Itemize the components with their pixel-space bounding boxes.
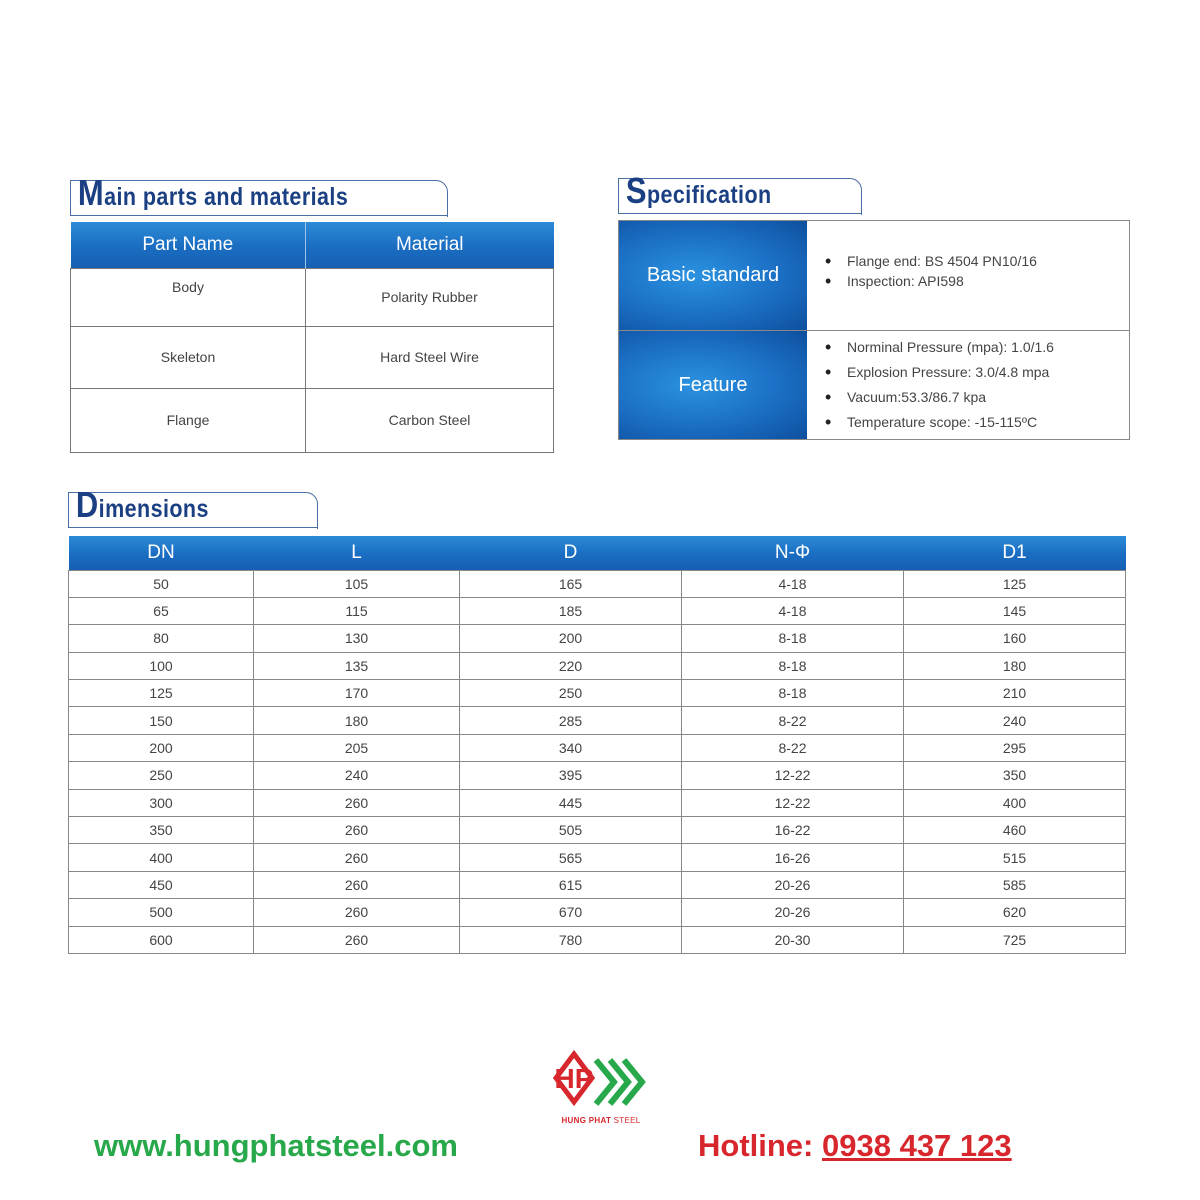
l-cell: 180: [254, 707, 460, 734]
d1-cell: 240: [904, 707, 1126, 734]
hotline-label: Hotline:: [698, 1128, 822, 1163]
l-cell: 260: [254, 817, 460, 844]
dn-cell: 600: [69, 926, 254, 953]
l-cell: 260: [254, 789, 460, 816]
logo-letters: HP: [554, 1063, 594, 1094]
n-phi-cell: 8-18: [682, 652, 904, 679]
dn-cell: 350: [69, 817, 254, 844]
part-name-cell: Body: [71, 268, 306, 326]
hotline: [698, 1128, 1012, 1164]
dn-cell: 50: [69, 570, 254, 597]
d1-cell: 295: [904, 734, 1126, 761]
material-cell: Carbon Steel: [306, 388, 554, 452]
n-phi-cell: 8-18: [682, 625, 904, 652]
dims-header-row: [69, 536, 1126, 570]
spec-section-title: [618, 170, 848, 214]
dn-cell: 200: [69, 734, 254, 761]
d-cell: 340: [460, 734, 682, 761]
parts-header-row: [71, 222, 554, 268]
l-cell: 205: [254, 734, 460, 761]
table-row: [69, 789, 1126, 816]
table-row: [69, 680, 1126, 707]
table-row: [69, 871, 1126, 898]
dn-cell: 250: [69, 762, 254, 789]
d-cell: 565: [460, 844, 682, 871]
list-item: • Flange end: BS 4504 PN10/16: [825, 251, 1129, 271]
list-item: • Vacuum:53.3/86.7 kpa: [825, 385, 1129, 410]
l-cell: 260: [254, 844, 460, 871]
table-row: [69, 899, 1126, 926]
n-phi-cell: 12-22: [682, 762, 904, 789]
l-cell: 260: [254, 926, 460, 953]
d-cell: 670: [460, 899, 682, 926]
spec-basic-list: [807, 221, 1129, 330]
dims-header-d: D: [563, 541, 578, 563]
d-cell: 285: [460, 707, 682, 734]
n-phi-cell: 8-18: [682, 680, 904, 707]
spec-label-feature: Feature: [619, 331, 807, 439]
dimensions-table: [68, 536, 1126, 954]
list-item: • Explosion Pressure: 3.0/4.8 mpa: [825, 360, 1129, 385]
parts-title-text: Main parts and materials: [77, 172, 349, 213]
d-cell: 780: [460, 926, 682, 953]
material-cell: Hard Steel Wire: [306, 326, 554, 388]
brand-main: HUNG PHAT: [561, 1116, 612, 1125]
dn-cell: 450: [69, 871, 254, 898]
material-cell: Polarity Rubber: [306, 268, 554, 326]
l-cell: 115: [254, 597, 460, 624]
parts-section-title: [70, 172, 434, 216]
parts-header-part-name: Part Name: [71, 222, 306, 268]
n-phi-cell: 20-26: [682, 871, 904, 898]
d-cell: 220: [460, 652, 682, 679]
spec-row-basic: [619, 221, 1129, 331]
spec-table: [618, 220, 1130, 440]
d1-cell: 515: [904, 844, 1126, 871]
table-row: [69, 817, 1126, 844]
list-item: • Norminal Pressure (mpa): 1.0/1.6: [825, 335, 1129, 360]
dims-title-text: Dimensions: [75, 484, 209, 525]
d1-cell: 460: [904, 817, 1126, 844]
d1-cell: 400: [904, 789, 1126, 816]
d1-cell: 210: [904, 680, 1126, 707]
d-cell: 395: [460, 762, 682, 789]
table-row: [69, 597, 1126, 624]
dims-header-d1: D1: [1002, 541, 1027, 563]
brand-sub: STEEL: [613, 1116, 641, 1125]
parts-header-material: Material: [395, 233, 464, 255]
spec-row-feature: [619, 331, 1129, 439]
d1-cell: 180: [904, 652, 1126, 679]
n-phi-cell: 4-18: [682, 570, 904, 597]
n-phi-cell: 20-26: [682, 899, 904, 926]
table-row: [71, 268, 554, 326]
dims-body: [69, 570, 1126, 953]
d-cell: 250: [460, 680, 682, 707]
n-phi-cell: 16-22: [682, 817, 904, 844]
d-cell: 505: [460, 817, 682, 844]
d1-cell: 585: [904, 871, 1126, 898]
d1-cell: 125: [904, 570, 1126, 597]
dn-cell: 500: [69, 899, 254, 926]
table-row: [71, 388, 554, 452]
hotline-number[interactable]: 0938 437 123: [822, 1128, 1012, 1163]
dims-header-dn: DN: [147, 541, 175, 563]
table-row: [69, 734, 1126, 761]
d1-cell: 145: [904, 597, 1126, 624]
d-cell: 200: [460, 625, 682, 652]
d-cell: 445: [460, 789, 682, 816]
part-name-cell: Flange: [71, 388, 306, 452]
d1-cell: 620: [904, 899, 1126, 926]
dn-cell: 400: [69, 844, 254, 871]
parts-table: [70, 222, 554, 453]
dn-cell: 300: [69, 789, 254, 816]
l-cell: 240: [254, 762, 460, 789]
n-phi-cell: 16-26: [682, 844, 904, 871]
part-name-cell: Skeleton: [71, 326, 306, 388]
dn-cell: 150: [69, 707, 254, 734]
d-cell: 185: [460, 597, 682, 624]
table-row: [69, 844, 1126, 871]
brand-name: [556, 1116, 646, 1125]
list-item: • Temperature scope: -15-115ºC: [825, 410, 1129, 435]
spec-label-basic: Basic standard: [619, 221, 807, 330]
d1-cell: 160: [904, 625, 1126, 652]
n-phi-cell: 4-18: [682, 597, 904, 624]
list-item: • Inspection: API598: [825, 271, 1129, 291]
l-cell: 135: [254, 652, 460, 679]
l-cell: 130: [254, 625, 460, 652]
dn-cell: 80: [69, 625, 254, 652]
l-cell: 260: [254, 871, 460, 898]
table-row: [71, 326, 554, 388]
d-cell: 615: [460, 871, 682, 898]
dn-cell: 65: [69, 597, 254, 624]
d-cell: 165: [460, 570, 682, 597]
l-cell: 260: [254, 899, 460, 926]
table-row: [69, 926, 1126, 953]
l-cell: 170: [254, 680, 460, 707]
spec-title-text: Specification: [625, 170, 772, 211]
table-row: [69, 570, 1126, 597]
dims-header-n-phi: N-Φ: [774, 541, 811, 563]
table-row: [69, 652, 1126, 679]
dims-section-title: [68, 484, 304, 528]
d1-cell: 350: [904, 762, 1126, 789]
n-phi-cell: 12-22: [682, 789, 904, 816]
n-phi-cell: 20-30: [682, 926, 904, 953]
website-link[interactable]: www.hungphatsteel.com: [94, 1128, 458, 1163]
dn-cell: 100: [69, 652, 254, 679]
n-phi-cell: 8-22: [682, 734, 904, 761]
n-phi-cell: 8-22: [682, 707, 904, 734]
l-cell: 105: [254, 570, 460, 597]
spec-feature-list: [807, 331, 1129, 439]
dn-cell: 125: [69, 680, 254, 707]
table-row: [69, 625, 1126, 652]
table-row: [69, 707, 1126, 734]
table-row: [69, 762, 1126, 789]
d1-cell: 725: [904, 926, 1126, 953]
dims-header-l: L: [351, 541, 362, 563]
